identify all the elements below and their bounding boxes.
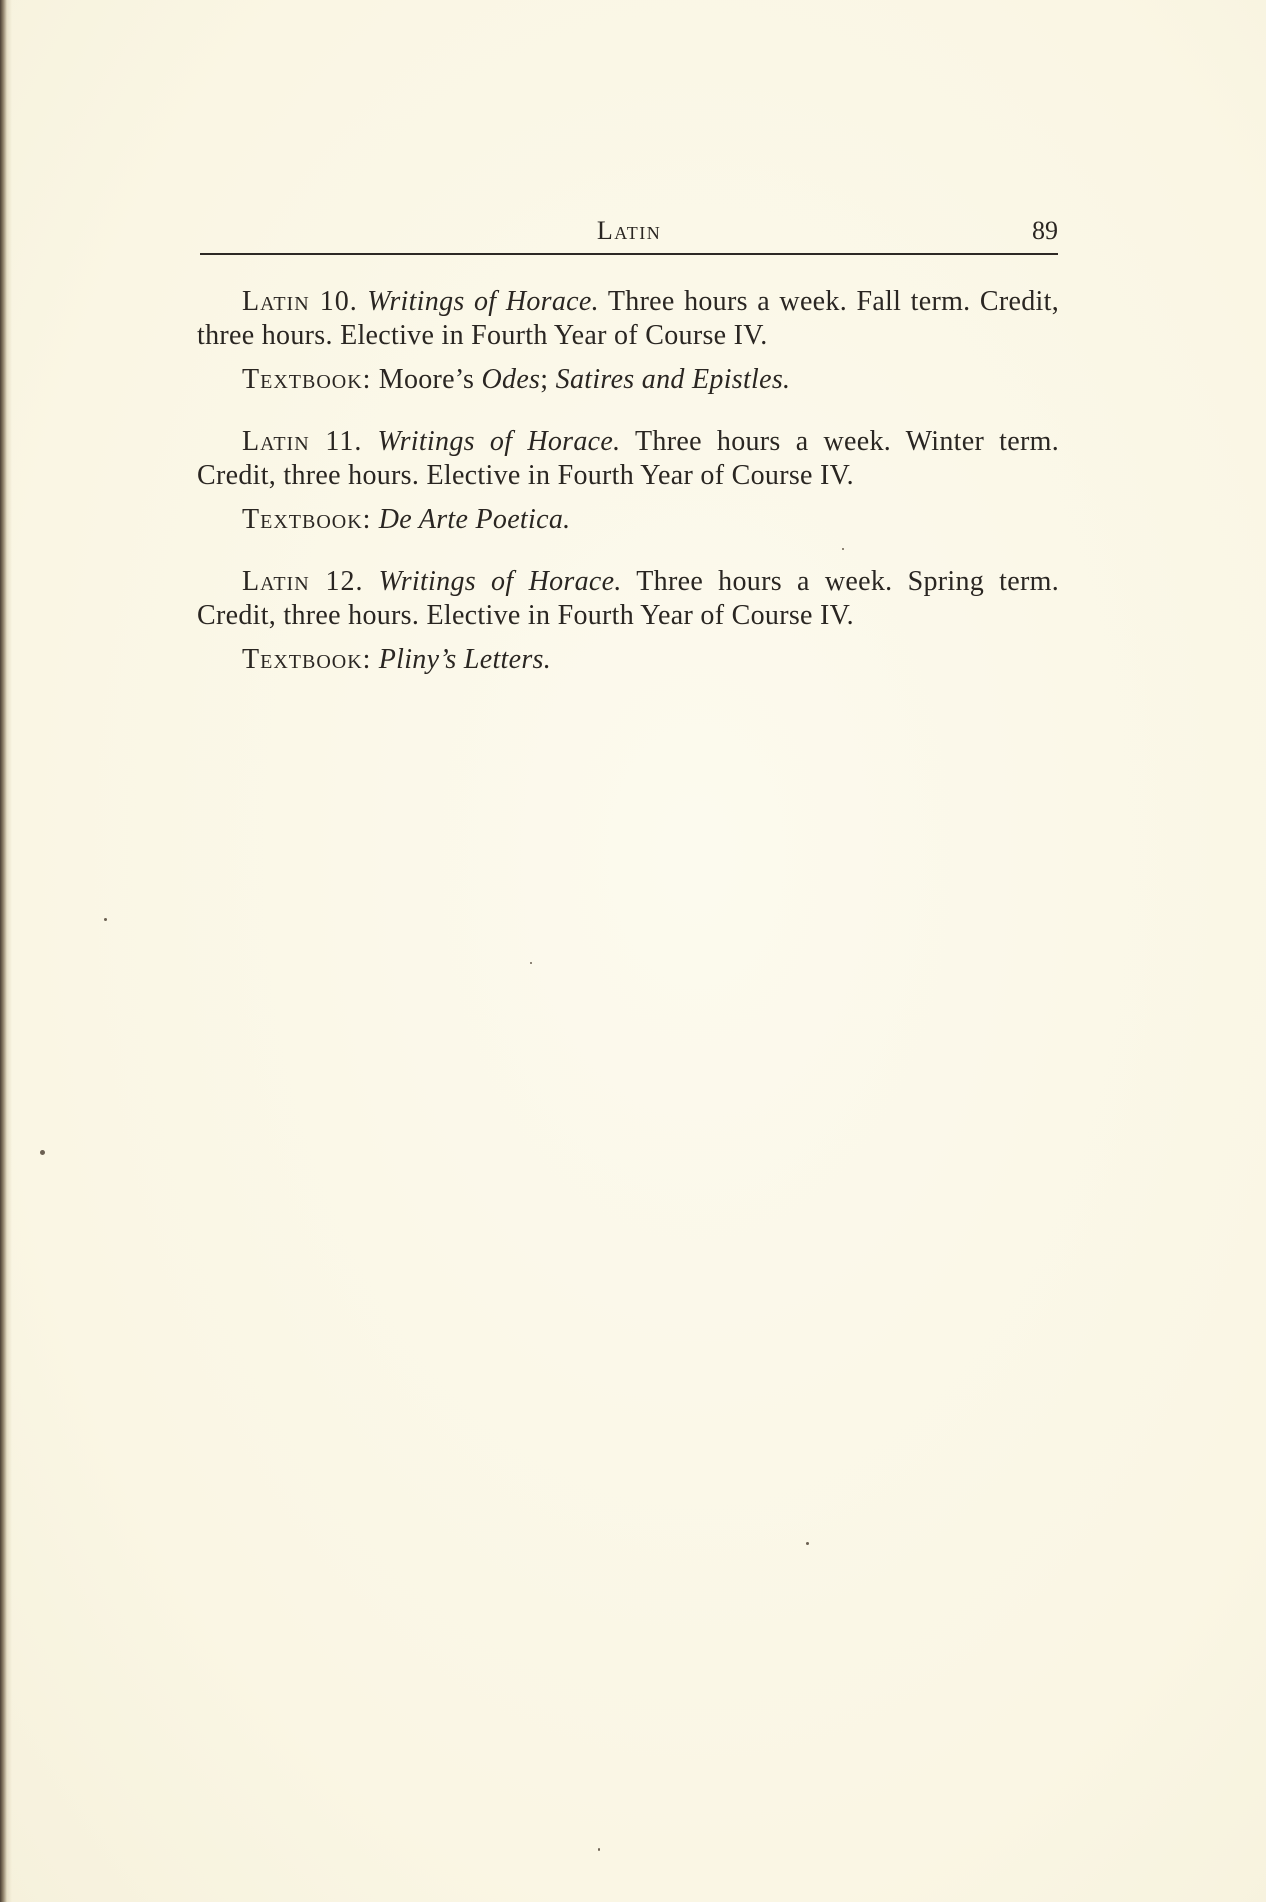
textbook-label: Textbook: bbox=[242, 364, 372, 395]
binding-edge bbox=[0, 0, 12, 1902]
page-number: 89 bbox=[1032, 216, 1058, 245]
textbook-title: Odes bbox=[481, 364, 541, 395]
course-number: Latin 11. bbox=[242, 426, 363, 457]
page-content bbox=[197, 285, 1059, 705]
paper-speck bbox=[842, 548, 844, 550]
textbook-label: Textbook: bbox=[242, 644, 372, 675]
paper-speck bbox=[806, 1542, 809, 1545]
textbook-title: Pliny’s Letters. bbox=[378, 644, 552, 675]
course-details: Three hours a week. Spring term. Credit, three hours. Elective in Fourth Year of Course IV. bbox=[197, 566, 1059, 631]
course-details: Three hours a week. Fall term. Credit, three hours. Elective in Fourth Year of Course IV. bbox=[197, 286, 1059, 351]
textbook-line bbox=[197, 643, 1059, 677]
textbook-title: Satires and Epistles. bbox=[555, 364, 791, 395]
course-description bbox=[197, 425, 1059, 493]
running-title: Latin bbox=[596, 216, 662, 245]
course-entry-latin-12 bbox=[197, 565, 1059, 677]
course-description bbox=[197, 285, 1059, 353]
course-number: Latin 12. bbox=[242, 566, 364, 597]
course-description bbox=[197, 565, 1059, 633]
course-number: Latin 10. bbox=[242, 286, 358, 317]
course-entry-latin-10 bbox=[197, 285, 1059, 397]
textbook-separator: ; bbox=[540, 364, 549, 395]
course-details: Three hours a week. Winter term. Credit, three hours. Elective in Fourth Year of Course IV. bbox=[197, 426, 1059, 491]
textbook-label: Textbook: bbox=[242, 504, 372, 535]
textbook-author: Moore’s bbox=[378, 364, 475, 395]
paper-speck bbox=[40, 1150, 45, 1155]
textbook-title: De Arte Poetica. bbox=[378, 504, 571, 535]
course-title: Writings of Horace. bbox=[377, 426, 621, 457]
paper-speck bbox=[530, 962, 532, 964]
course-title: Writings of Horace. bbox=[367, 286, 599, 317]
paper-speck bbox=[598, 1848, 600, 1851]
running-head bbox=[200, 213, 1058, 255]
textbook-line bbox=[197, 503, 1059, 537]
course-title: Writings of Horace. bbox=[378, 566, 622, 597]
textbook-line bbox=[197, 363, 1059, 397]
paper-speck bbox=[104, 918, 107, 921]
course-entry-latin-11 bbox=[197, 425, 1059, 537]
